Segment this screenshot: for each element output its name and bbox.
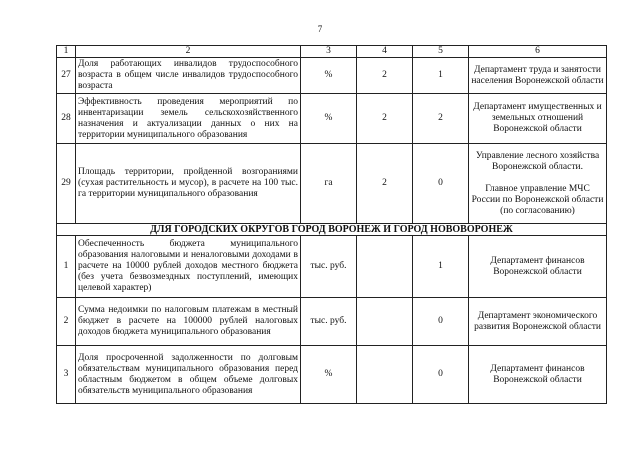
value-col-5: 0 bbox=[413, 144, 469, 224]
responsible-department bbox=[469, 144, 607, 224]
row-number: 28 bbox=[57, 94, 76, 144]
department-spacer bbox=[471, 173, 604, 184]
column-header-row bbox=[57, 46, 607, 58]
value-col-4 bbox=[357, 298, 413, 346]
unit-of-measure: га bbox=[301, 144, 357, 224]
responsible-department bbox=[469, 236, 607, 298]
section-header-row bbox=[57, 224, 607, 236]
department-name: Департамент финансов Воронежской области bbox=[490, 363, 585, 385]
unit-of-measure: тыс. руб. bbox=[301, 236, 357, 298]
department-name: Департамент труда и занятости населения Воронежской области bbox=[471, 64, 604, 86]
row-number: 29 bbox=[57, 144, 76, 224]
row-number: 1 bbox=[57, 236, 76, 298]
table-row bbox=[57, 298, 607, 346]
department-name: Департамент имущественных и земельных отношений Воронежской области bbox=[473, 102, 602, 134]
column-header: 4 bbox=[357, 46, 413, 58]
section-title: ДЛЯ ГОРОДСКИХ ОКРУГОВ ГОРОД ВОРОНЕЖ И ГОРОД НОВОВОРОНЕЖ bbox=[57, 224, 607, 236]
value-col-4 bbox=[357, 346, 413, 404]
value-col-4 bbox=[357, 236, 413, 298]
unit-of-measure: % bbox=[301, 58, 357, 94]
page-number: 7 bbox=[317, 24, 323, 34]
value-col-5: 1 bbox=[413, 236, 469, 298]
unit-of-measure: % bbox=[301, 346, 357, 404]
department-name: Управление лесного хозяйства Воронежской области. bbox=[475, 150, 600, 172]
value-col-5: 1 bbox=[413, 58, 469, 94]
indicator-name: Эффективность проведения мероприятий по инвентаризации земель сельскохозяйственного назначения и актуализации данных о них на территории муниципального образования bbox=[76, 94, 301, 144]
table-row bbox=[57, 236, 607, 298]
value-col-5: 0 bbox=[413, 298, 469, 346]
indicator-name: Доля работающих инвалидов трудоспособного возраста в общем числе инвалидов трудоспособного возраста bbox=[76, 58, 301, 94]
responsible-department bbox=[469, 298, 607, 346]
column-header: 1 bbox=[57, 46, 76, 58]
indicator-name: Площадь территории, пройденной возгораниями (сухая растительность и мусор), в расчете на 100 тыс. га территории муниципального образования bbox=[76, 144, 301, 224]
unit-of-measure: тыс. руб. bbox=[301, 298, 357, 346]
indicator-name: Обеспеченность бюджета муниципального образования налоговыми и неналоговыми доходами в расчете на 10000 рублей доходов местного бюджета (без учета безвозмездных поступлений, имеющих целевой характер) bbox=[76, 236, 301, 298]
column-header: 2 bbox=[76, 46, 301, 58]
indicators-table bbox=[56, 45, 607, 404]
department-name: Главное управление МЧС России по Воронежской области (по согласованию) bbox=[471, 183, 604, 216]
value-col-5: 0 bbox=[413, 346, 469, 404]
table-row bbox=[57, 58, 607, 94]
row-number: 2 bbox=[57, 298, 76, 346]
row-number: 3 bbox=[57, 346, 76, 404]
responsible-department bbox=[469, 58, 607, 94]
value-col-4: 2 bbox=[357, 94, 413, 144]
value-col-4: 2 bbox=[357, 144, 413, 224]
indicator-name: Сумма недоимки по налоговым платежам в местный бюджет в расчете на 100000 рублей налоговых доходов бюджета муниципального образования bbox=[76, 298, 301, 346]
column-header: 5 bbox=[413, 46, 469, 58]
table-row bbox=[57, 94, 607, 144]
department-name: Департамент экономического развития Воронежской области bbox=[474, 310, 601, 332]
table-row bbox=[57, 144, 607, 224]
department-name: Департамент финансов Воронежской области bbox=[490, 255, 585, 277]
table-row bbox=[57, 346, 607, 404]
row-number: 27 bbox=[57, 58, 76, 94]
value-col-5: 2 bbox=[413, 94, 469, 144]
indicator-name: Доля просроченной задолженности по долговым обязательствам муниципального образования перед областным бюджетом в общем объеме долговых обязательств муниципального образования bbox=[76, 346, 301, 404]
responsible-department bbox=[469, 94, 607, 144]
unit-of-measure: % bbox=[301, 94, 357, 144]
value-col-4: 2 bbox=[357, 58, 413, 94]
column-header: 3 bbox=[301, 46, 357, 58]
column-header: 6 bbox=[469, 46, 607, 58]
responsible-department bbox=[469, 346, 607, 404]
